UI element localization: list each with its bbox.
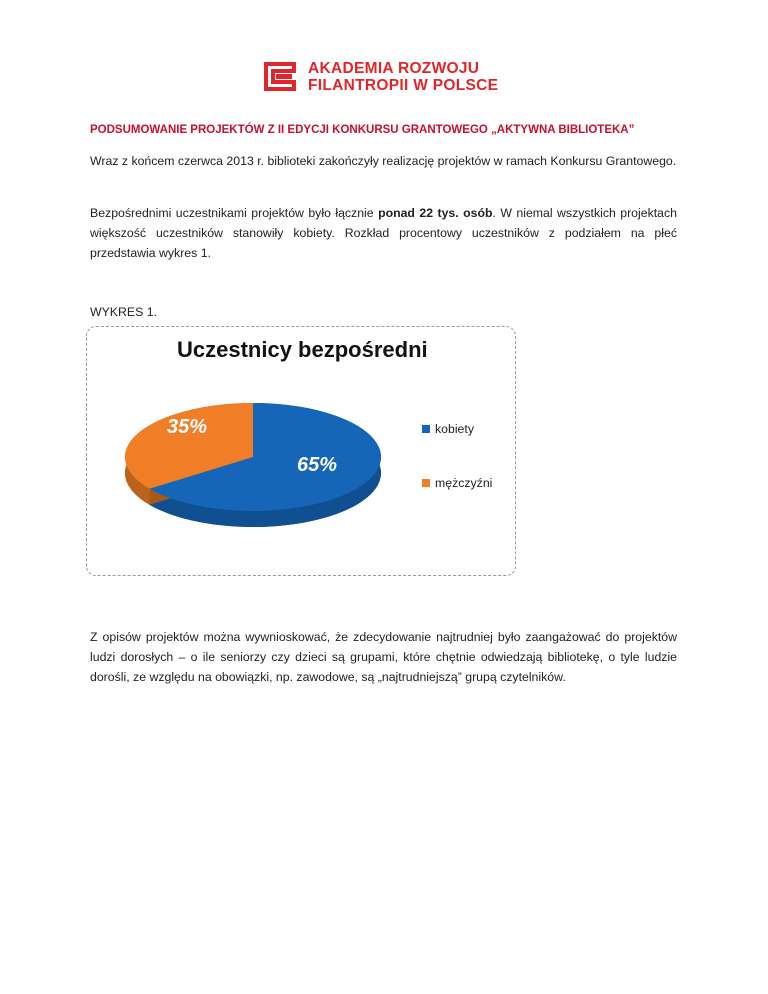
logo-text (308, 60, 498, 94)
legend-swatch-kobiety (422, 425, 430, 433)
legend-label-mezczyzni: mężczyźni (435, 476, 493, 490)
paragraph-2-after: . W niemal wszystkich projektach większość uczestników stanowiły kobiety. Rozkład procentowy uczestników z podziałem na płeć przedstawia wykres 1. (90, 206, 677, 260)
paragraph-1: Wraz z końcem czerwca 2013 r. biblioteki zakończyły realizację projektów w ramach Konkursu Grantowego. (90, 154, 677, 168)
paragraph-3: Z opisów projektów można wywnioskować, że zdecydowanie najtrudniej było zaangażować do projektów ludzi dorosłych – o ile seniorzy czy dzieci są grupami, które chętnie odwiedzają bibliotekę, o tyle ludzie dorośli, ze względu na obowiązki, np. zawodowe, są „najtrudniejszą” grupą czytelników. (90, 630, 677, 684)
logo (262, 52, 506, 102)
legend-item-mezczyzni (422, 476, 492, 490)
chart-frame (86, 326, 516, 576)
pie-label-mężczyźni: 35% (167, 416, 208, 438)
chart-label: WYKRES 1. (90, 305, 157, 319)
pie-chart (87, 327, 515, 575)
document-heading: PODSUMOWANIE PROJEKTÓW Z II EDYCJI KONKURSU GRANTOWEGO „AKTYWNA BIBLIOTEKA” (90, 124, 635, 136)
legend-item-kobiety (422, 422, 474, 436)
chart-title: Uczestnicy bezpośredni (177, 337, 428, 362)
logo-line-2: FILANTROPII W POLSCE (308, 77, 499, 94)
paragraph-2 (90, 203, 677, 263)
legend-label-kobiety: kobiety (435, 422, 474, 436)
paragraph-2-bold: ponad 22 tys. osób (378, 206, 493, 220)
paragraph-2-before: Bezpośrednimi uczestnikami projektów było łącznie (90, 206, 379, 220)
legend-swatch-mezczyzni (422, 479, 430, 487)
pie-label-kobiety: 65% (297, 454, 338, 476)
logo-line-1: AKADEMIA ROZWOJU (308, 60, 480, 77)
logo-mark-icon (262, 58, 300, 96)
